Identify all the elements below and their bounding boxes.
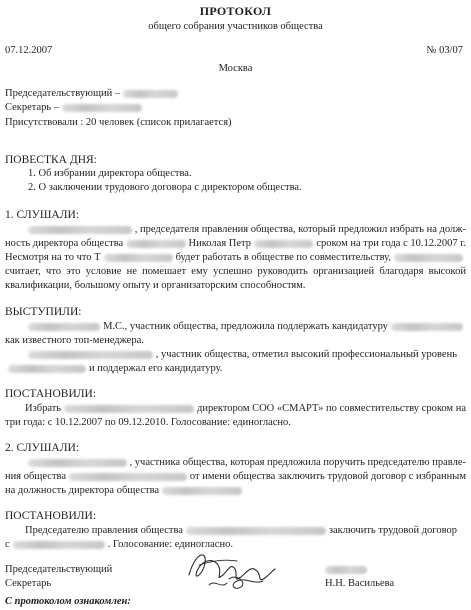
redacted-text [62,104,142,112]
item1-heard-line-3-text-a: Несмотря на то что Т [5,252,101,263]
redacted-text [325,566,367,574]
redacted-text [391,323,463,331]
item1-resolved-heading: ПОСТАНОВИЛИ: [5,388,97,400]
item1-spoke-line-4 [5,362,466,376]
document-date: 07.12.2007 [5,45,53,56]
item1-heard-line-3 [5,251,466,265]
signature-chair-label: Председательствующий [5,564,113,575]
item2-heard-line-3-text: на должность директора общества [5,485,160,496]
item2-resolved-line-1 [25,524,457,538]
signature-secretary-name: Н.Н. Васильева [325,578,395,589]
redacted-text [13,541,105,549]
item1-resolved-line-1 [25,402,466,416]
redacted-text [186,527,326,535]
item2-heard-line-3 [5,484,466,498]
item1-spoke-line-4-text: и поддержал его кандидатуру. [89,363,223,374]
agenda-heading: ПОВЕСТКА ДНЯ: [5,154,97,166]
item1-spoke-line-3-text: , участник общества, отметил высокий профессиональный уровень [155,349,457,360]
redacted-text [394,254,463,262]
signature-chair-name [322,563,442,577]
item2-resolved-line-1-text-a: Председателю правления общества [25,525,183,536]
redacted-text [28,459,127,467]
item1-heard-line-5: квалификации, большому опыту и организаторским способностям. [5,280,306,291]
chair-line [5,87,305,101]
item1-spoke-line-2: как известного топ-менеджера. [5,335,144,346]
acknowledged-label: С протоколом ознакомлен: [5,596,131,607]
redacted-text [28,226,132,234]
item1-resolved-line-1-text-a: Избрать [25,403,62,414]
document-title: ПРОТОКОЛ [199,4,272,18]
redacted-text [104,254,173,262]
item2-resolved-line-1-text-b: заключить трудовой договор [328,525,457,536]
chair-label: Председательствующий – [5,88,121,99]
document-city: Москва [218,63,253,74]
item1-heard-line-1-text: , председателя правления общества, который предложил избрать на долж- [134,224,466,235]
redacted-text [64,405,194,413]
item2-heard-line-2 [5,470,466,484]
item2-heard-heading: 2. СЛУШАЛИ: [5,442,80,454]
redacted-text [28,351,153,359]
item1-heard-heading: 1. СЛУШАЛИ: [5,209,80,221]
agenda-item-2: 2. О заключении трудового договора с директором общества. [28,182,302,193]
secretary-line [5,101,305,115]
redacted-text [28,323,100,331]
item1-heard-line-2-text-b: Николая Петр [188,238,251,249]
redacted-text [123,90,178,98]
item1-heard-line-4: считает, что это условие не помешает ему успешно руководить организацией благодаря высокой [5,266,466,277]
item1-resolved-line-1-text-b: директором СОО «СМАРТ» по совместительству сроком на [196,403,466,414]
item1-spoke-line-3 [25,348,457,362]
redacted-text [126,240,185,248]
item2-resolved-heading: ПОСТАНОВИЛИ: [5,510,97,522]
item1-resolved-line-2: три года: с 10.12.2007 по 09.12.2010. Голосование: единогласно. [5,417,291,428]
item2-heard-line-1-text: , участника общества, которая предложила поручить председателю правле- [129,457,466,468]
present-line: Присутствовали : 20 человек (список прилагается) [5,117,232,128]
item1-spoke-line-1 [25,320,466,334]
redacted-text [254,240,313,248]
secretary-label: Секретарь – [5,102,60,113]
redacted-text [162,487,242,495]
item1-heard-line-3-text-b: будет работать в обществе по совместительству, [175,252,391,263]
item2-heard-line-2-text-b: от имени общества заключить трудовой договор с избранным [189,471,466,482]
signature-secretary-label: Секретарь [5,578,52,589]
item2-resolved-line-2-text-b: . Голосование: единогласно. [107,539,233,550]
item2-heard-line-1 [25,456,466,470]
item2-heard-line-2-text-a: ния общества [5,471,67,482]
item1-heard-line-2-text-a: ность директора общества [5,238,124,249]
item1-heard-line-2 [5,237,466,251]
item1-spoke-line-1-text: М.С., участник общества, предложила подлержать кандидатуру [103,321,388,332]
redacted-text [69,473,187,481]
item1-heard-line-1 [25,223,466,237]
agenda-item-1: 1. Об избрании директора общества. [28,168,192,179]
document-subtitle: общего собрания участников общества [148,21,323,32]
item1-spoke-heading: ВЫСТУПИЛИ: [5,306,82,318]
redacted-text [8,365,86,373]
handwritten-signature [185,545,277,591]
item2-resolved-line-2-text-a: с [5,539,10,550]
item1-heard-line-2-text-c: сроком на три года с 10.12.2007 г. [316,238,466,249]
document-number: № 03/07 [426,45,463,56]
